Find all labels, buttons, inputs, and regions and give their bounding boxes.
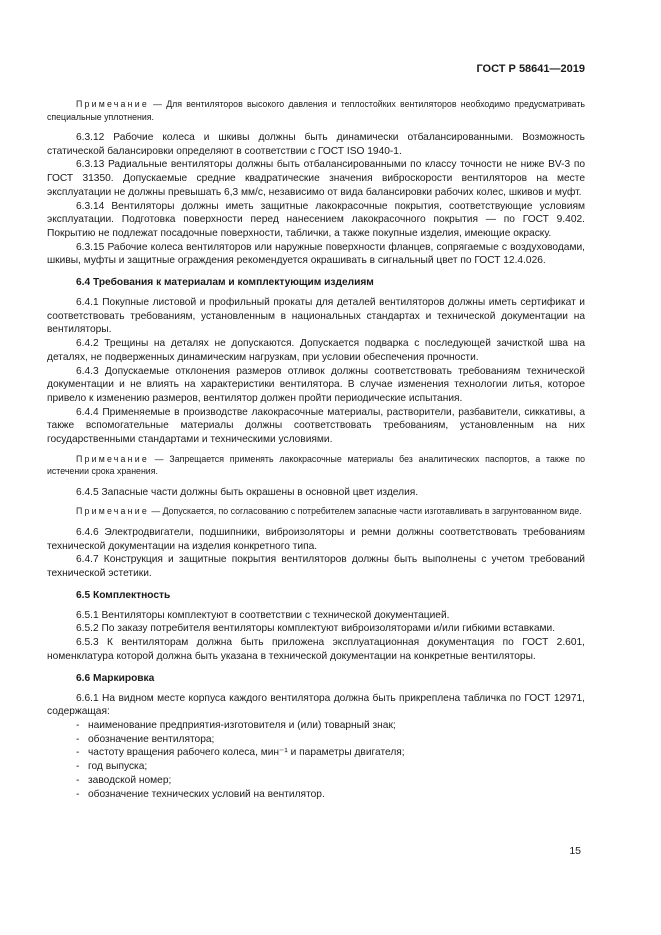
list-item-text: год выпуска; [88, 761, 148, 773]
note-label: Примечание [76, 506, 149, 517]
paragraph: 6.4.5 Запасные части должны быть окрашены в основной цвет изделия. [76, 486, 419, 498]
paragraph: 6.4.1 Покупные листовой и профильный прокаты для деталей вентиляторов должны иметь сертификат и соответствовать требованиям, установленным в национальных стандартах и технической документации на вентиляторы. [47, 297, 585, 336]
paragraph: 6.5.1 Вентиляторы комплектуют в соответствии с технической документацией. [76, 609, 450, 621]
section-heading: 6.6 Маркировка [76, 672, 155, 684]
paragraph: 6.4.3 Допускаемые отклонения размеров отливок должны соответствовать требованиям технической документации и не влиять на характеристики вентилятора. В случае изменения технологии литья, которое привело к изменению размеров, вентилятор должен пройти периодические испытания. [47, 365, 585, 404]
note-text: — Для вентиляторов высокого давления и теплостойких вентиляторов необходимо предусматривать специальные уплотнения. [47, 99, 585, 122]
note [47, 453, 585, 478]
section-heading: 6.4 Требования к материалам и комплектующим изделиям [76, 277, 374, 289]
paragraph: 6.6.1 На видном месте корпуса каждого вентилятора должна быть прикреплена табличка по ГОСТ 12971, содержащая: [47, 692, 585, 718]
paragraph: 6.5.2 По заказу потребителя вентиляторы комплектуют виброизоляторами и/или гибкими вставками. [76, 623, 556, 635]
list-item [47, 746, 585, 760]
list-dash: - [76, 788, 80, 800]
note-text: — Запрещается применять лакокрасочные материалы без аналитических паспортов, а также по истечении срока хранения. [47, 453, 585, 477]
paragraph: 6.3.12 Рабочие колеса и шкивы должны быть динамически отбалансированными. Возможность статической балансировки определяют в соответствии с ГОСТ ISO 1940-1. [47, 132, 585, 157]
list-item [47, 788, 585, 802]
list-item [47, 760, 585, 774]
list-item-text: частоту вращения рабочего колеса, мин⁻¹ и параметры двигателя; [88, 747, 405, 759]
paragraph: 6.5.3 К вентиляторам должна быть приложена эксплуатационная документация по ГОСТ 2.601, номенклатура которой должна быть указана в технической документации на конкретные вентиляторы. [47, 637, 585, 662]
page-number: 15 [569, 845, 581, 857]
note [47, 505, 585, 518]
page-body [47, 92, 585, 801]
list-dash: - [76, 747, 80, 759]
list-dash: - [76, 720, 80, 731]
list-dash: - [76, 774, 80, 786]
note-text: — Допускается, по согласованию с потребителем запасные части изготавливать в загрунтованном виде. [148, 506, 582, 517]
list-item-text: наименование предприятия-изготовителя и (или) товарный знак; [88, 720, 396, 731]
paragraph: 6.4.7 Конструкция и защитные покрытия вентиляторов должны быть выполнены с учетом требований технической эстетики. [47, 554, 585, 580]
list-item-text: обозначение вентилятора; [88, 733, 215, 745]
paragraph: 6.3.13 Радиальные вентиляторы должны быть отбалансированными по классу точности не ниже BV-3 по ГОСТ 31350. Допускаемые средние квадратические значения виброскорости вентиляторов на месте эксплуатации не должны превышать 6,3 мм/с, независимо от вида балансировки рабочих колес, шкивов и муфт. [47, 159, 585, 198]
list-item [47, 719, 585, 733]
list-dash: - [76, 733, 80, 745]
marking-list [47, 719, 585, 801]
list-dash: - [76, 761, 80, 773]
list-item-text: обозначение технических условий на вентилятор. [88, 788, 325, 800]
paragraph: 6.4.2 Трещины на деталях не допускаются. Допускается подварка с последующей зачисткой шва на деталях, не подверженных динамическим нагрузкам, при условии обеспечения прочности. [47, 338, 585, 363]
paragraph: 6.3.14 Вентиляторы должны иметь защитные лакокрасочные покрытия, соответствующие условиям эксплуатации. Подготовка поверхности перед нанесением лакокрасочного покрытия — по ГОСТ 9.402. Покрытию не подлежат посадочные поверхности, таблички, а также покупные изделия, имеющие окраску. [47, 200, 585, 239]
paragraph: 6.4.4 Применяемые в производстве лакокрасочные материалы, растворители, разбавители, сиккативы, а также вспомогательные материалы должны соответствовать требованиям, установленным на них государственными стандартами и техническими условиями. [47, 406, 585, 446]
section-heading: 6.5 Комплектность [76, 589, 171, 601]
paragraph: 6.3.15 Рабочие колеса вентиляторов или наружные поверхности фланцев, сопрягаемые с воздуховодами, шкивы, муфты и защитные ограждения рекомендуется окрашивать в сигнальный цвет по ГОСТ 12.4.026. [47, 241, 585, 267]
document-number: ГОСТ Р 58641—2019 [476, 63, 585, 75]
note [47, 98, 585, 123]
list-item [47, 774, 585, 788]
list-item [47, 733, 585, 747]
note-label: Примечание [76, 99, 149, 109]
paragraph: 6.4.6 Электродвигатели, подшипники, виброизоляторы и ремни должны соответствовать требованиям технической документации на изделия конкретного типа. [47, 526, 585, 552]
list-item-text: заводской номер; [88, 774, 172, 786]
note-label: Примечание [76, 453, 149, 464]
